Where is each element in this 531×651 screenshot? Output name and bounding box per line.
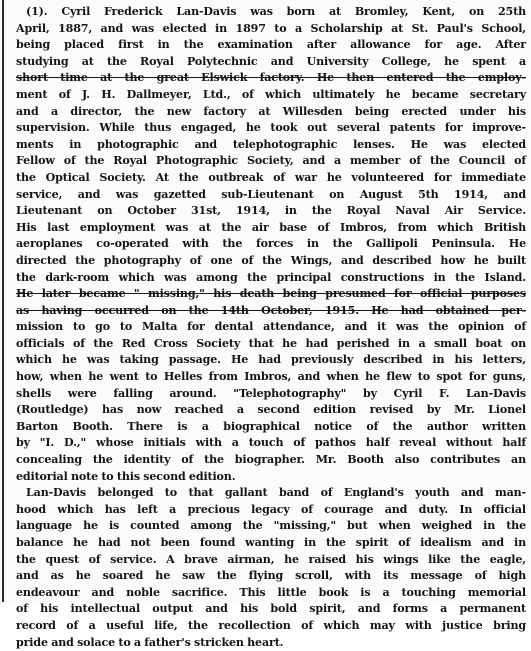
- text-line: aeroplanes co-operated with the forces in the Gallipoli Peninsula. He: [16, 237, 526, 251]
- text-line: of his intellectual output and his bold spirit, and forms a permanent: [16, 602, 526, 616]
- text-line: as having occurred on the 14th October, 1915. He had obtained per-: [16, 303, 526, 317]
- text-line: (Routledge) has now reached a second edition revised by Mr. Lionel: [16, 403, 526, 417]
- text-line: and a director, the new factory at Willesden being erected under his: [16, 104, 526, 118]
- text-line: His last employment was at the air base of Imbros, from which British: [16, 220, 526, 234]
- text-line: balance he had not been found wanting in the spirit of idealism and in: [16, 536, 526, 549]
- text-line: Barton Booth. There is a biographical notice of the author written: [16, 419, 526, 433]
- text-line: ments in photographic and telephotographic lenses. He was elected: [16, 137, 526, 151]
- text-line: He later became " missing," his death being presumed for official purposes: [16, 287, 526, 301]
- text-line: officials of the Red Cross Society that he had perished in a small boat on: [16, 336, 526, 350]
- text-line: service, and was gazetted sub-Lieutenant on August 5th 1914, and: [16, 187, 526, 201]
- text-line: and as he soared he saw the flying scroll, with its message of high: [16, 569, 526, 583]
- text-line: April, 1887, and was elected in 1897 to a Scholarship at St. Paul's School,: [16, 21, 526, 35]
- text-line: language he is counted among the "missing," but when weighed in the: [16, 519, 526, 533]
- text-line: endeavour and noble sacrifice. This little book is a touching memorial: [16, 585, 526, 599]
- text-line: short time at the great Elswick factory. He then entered the employ-: [16, 71, 526, 85]
- paragraph-tribute: [16, 485, 526, 651]
- text-line: the quest of service. A brave airman, he raised his wings like the eagle,: [16, 552, 526, 566]
- text-line: (1). Cyril Frederick Lan-Davis was born at Bromley, Kent, on 25th: [26, 5, 526, 18]
- text-line: editorial note to this second edition.: [16, 469, 236, 483]
- text-line: Lan-Davis belonged to that gallant band of England's youth and man-: [26, 486, 526, 500]
- text-line: hood which has left a precious legacy of courage and duty. In official: [16, 502, 526, 516]
- text-line: studying at the Royal Polytechnic and University College, he spent a: [16, 54, 526, 68]
- text-line: shells were falling around. "Telephotography" by Cyril F. Lan-Davis: [16, 386, 526, 400]
- text-line: Lieutenant on October 31st, 1914, in the Royal Naval Air Service.: [16, 204, 526, 218]
- text-line: being placed first in the examination after allowance for age. After: [16, 38, 526, 52]
- text-line: directed the photography of one of the Wings, and described how he built: [16, 253, 526, 267]
- text-line: Fellow of the Royal Photographic Society, and a member of the Council of: [16, 154, 526, 168]
- text-line: supervision. While thus engaged, he took out several patents for improve-: [16, 121, 526, 135]
- text-line: by "I. D.," whose initials with a touch of pathos half reveal without half: [16, 436, 526, 450]
- text-line: ment of J. H. Dallmeyer, Ltd., of which ultimately he became secretary: [16, 87, 526, 101]
- text-line: pride and solace to a father's stricken heart.: [16, 635, 284, 649]
- text-line: mission to go to Malta for dental attendance, and it was the opinion of: [16, 320, 526, 334]
- column-rule: [2, 0, 4, 602]
- paragraph-biography: [16, 4, 526, 485]
- text-line: which he was taking passage. He had previously described in his letters,: [16, 353, 526, 367]
- text-line: concealing the identity of the biographer. Mr. Booth also contributes an: [16, 453, 526, 467]
- text-line: the Optical Society. At the outbreak of war he volunteered for immediate: [16, 170, 526, 184]
- text-line: how, when he went to Helles from Imbros, and when he flew to spot for guns,: [16, 370, 526, 384]
- text-line: the dark-room which was among the principal constructions in the Island.: [16, 270, 526, 284]
- text-line: record of a useful life, the recollection of which may with justice bring: [16, 618, 526, 632]
